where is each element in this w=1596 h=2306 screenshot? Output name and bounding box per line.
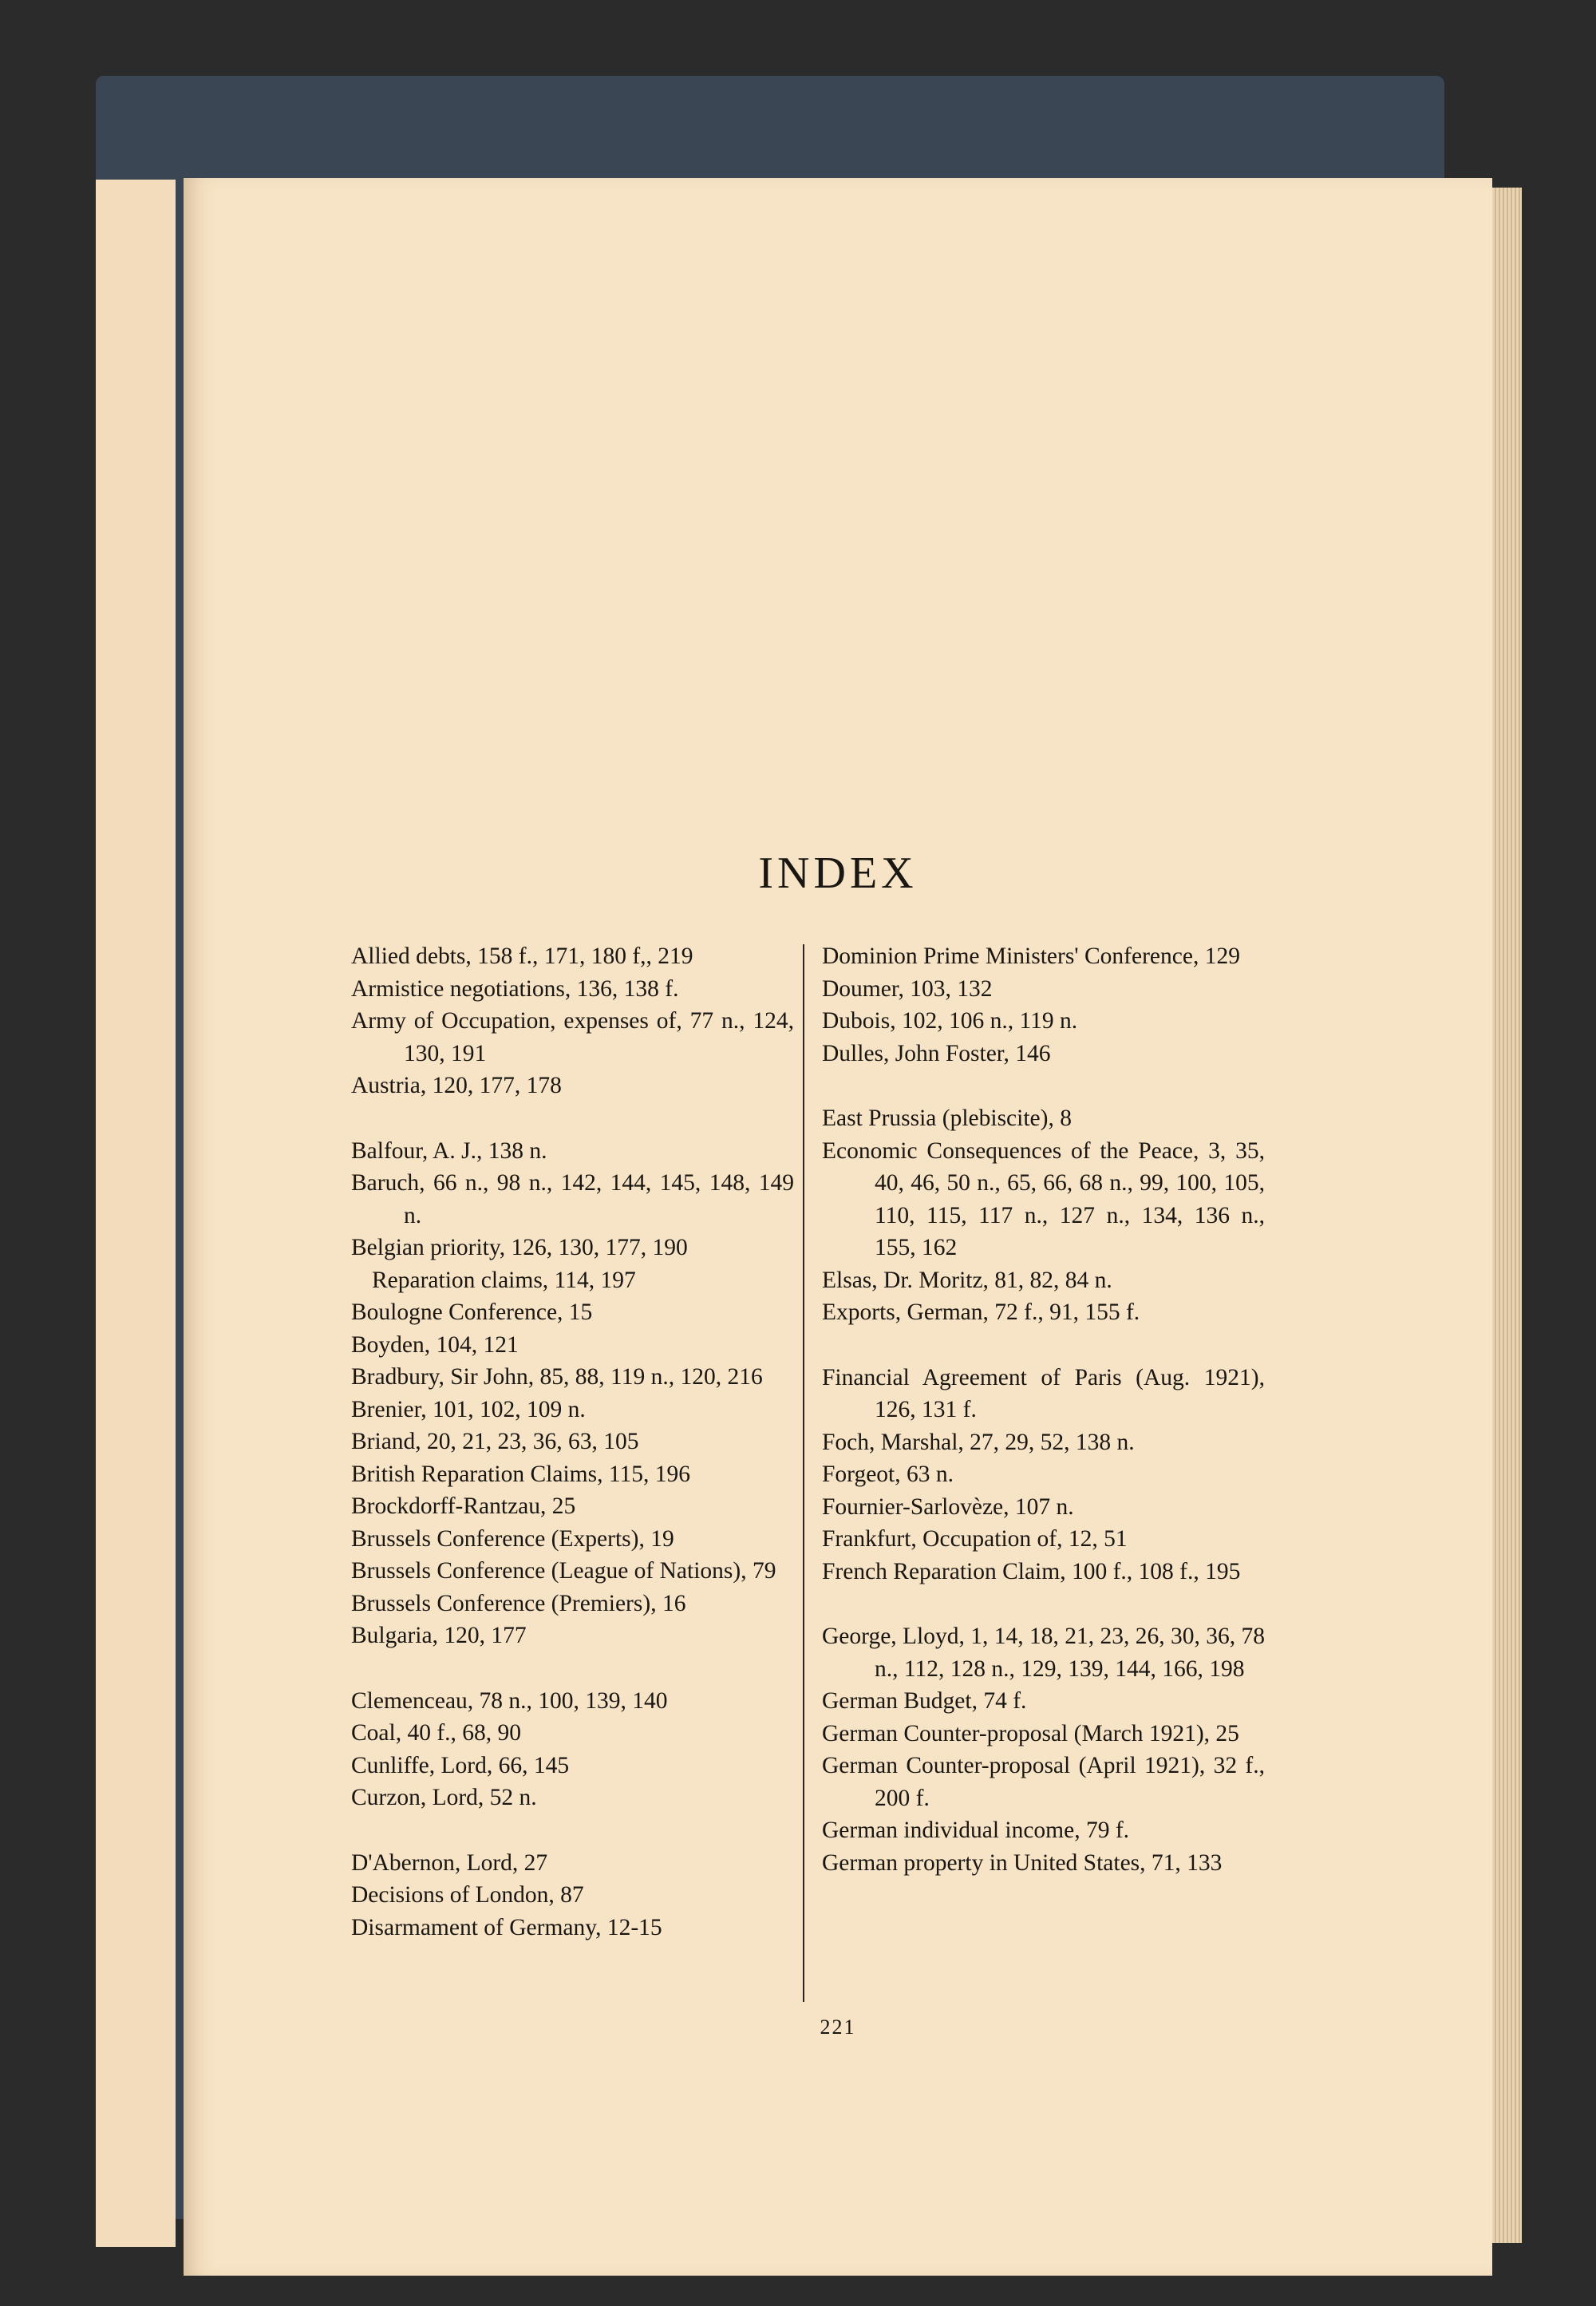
index-entry: German Counter-proposal (April 1921), 32 f., 200 f. [822,1753,1265,1811]
column-divider [803,944,804,2002]
section-gap [822,1329,1265,1362]
book-cover [96,76,1444,2219]
index-subentry: Reparation claims, 114, 197 [372,1267,636,1293]
index-entry: Army of Occupation, expenses of, 77 n., 124, 130, 191 [351,1008,794,1066]
index-entry: Briand, 20, 21, 23, 36, 63, 105 [351,1429,639,1454]
section-gap [822,1588,1265,1620]
index-entry: German Counter-proposal (March 1921), 25 [822,1720,1239,1746]
index-entry: Belgian priority, 126, 130, 177, 190 [351,1235,688,1260]
index-entry: East Prussia (plebiscite), 8 [822,1106,1072,1131]
index-entry: Doumer, 103, 132 [822,975,993,1002]
section-gap [351,1814,794,1847]
index-entry: Austria, 120, 177, 178 [351,1073,562,1098]
index-entry: D'Abernon, Lord, 27 [351,1849,548,1876]
index-entry: Brenier, 101, 102, 109 n. [351,1396,586,1422]
index-column-right [822,940,1265,1879]
index-entry: Brockdorff-Rantzau, 25 [351,1493,576,1519]
index-entry: Economic Consequences of the Peace, 3, 35, 40, 46, 50 n., 65, 66, 68 n., 99, 100, 105, 110, 115, 117 n., 127 n., 134, 136 n., 155, 162 [822,1137,1265,1260]
index-entry: Dulles, John Foster, 146 [822,1040,1051,1066]
index-entry: Brussels Conference (Experts), 19 [351,1525,674,1552]
index-entry: Bradbury, Sir John, 85, 88, 119 n., 120, 216 [351,1364,763,1390]
index-entry: Brussels Conference (Premiers), 16 [351,1590,686,1616]
index-entry: George, Lloyd, 1, 14, 18, 21, 23, 26, 30, 36, 78 n., 112, 128 n., 129, 139, 144, 166, 198 [822,1624,1265,1682]
page-title: INDEX [758,848,918,898]
page-edges [1488,188,1522,2243]
index-entry: Cunliffe, Lord, 66, 145 [351,1752,570,1778]
index-entry: German property in United States, 71, 133 [822,1849,1223,1876]
index-entry: Forgeot, 63 n. [822,1462,954,1487]
page-number: 221 [820,2015,856,2039]
index-entry: Clemenceau, 78 n., 100, 139, 140 [351,1687,668,1714]
index-entry: British Reparation Claims, 115, 196 [351,1461,690,1487]
facing-page-edge [96,180,176,2247]
index-entry: Brussels Conference (League of Nations), 79 [351,1558,776,1584]
index-entry: Boulogne Conference, 15 [351,1299,593,1325]
index-entry: Bulgaria, 120, 177 [351,1623,527,1648]
index-entry: Balfour, A. J., 138 n. [351,1137,547,1164]
index-entry: Decisions of London, 87 [351,1882,584,1908]
section-gap [351,1652,794,1685]
index-entry: Fournier-Sarlovèze, 107 n. [822,1493,1074,1520]
section-gap [822,1070,1265,1102]
index-entry: Exports, German, 72 f., 91, 155 f. [822,1299,1140,1325]
index-entry: Elsas, Dr. Moritz, 81, 82, 84 n. [822,1267,1112,1293]
index-entry: Financial Agreement of Paris (Aug. 1921), 126, 131 f. [822,1364,1265,1422]
index-entry: German individual income, 79 f. [822,1818,1130,1843]
index-entry: Allied debts, 158 f., 171, 180 f,, 219 [351,943,693,969]
index-entry: Dubois, 102, 106 n., 119 n. [822,1008,1078,1034]
index-entry: German Budget, 74 f. [822,1688,1027,1714]
index-entry: Disarmament of Germany, 12-15 [351,1914,662,1940]
index-entry: Boyden, 104, 121 [351,1331,519,1358]
index-entry: Foch, Marshal, 27, 29, 52, 138 n. [822,1429,1135,1455]
section-gap [351,1102,794,1135]
index-entry: Coal, 40 f., 68, 90 [351,1720,522,1746]
index-entry: Dominion Prime Ministers' Conference, 129 [822,943,1240,969]
index-entry: Baruch, 66 n., 98 n., 142, 144, 145, 148, 149 n. [351,1170,794,1228]
index-entry: Frankfurt, Occupation of, 12, 51 [822,1526,1128,1552]
index-entry: Curzon, Lord, 52 n. [351,1785,537,1810]
book-page [184,178,1492,2276]
index-entry: Armistice negotiations, 136, 138 f. [351,975,679,1002]
index-column-left [351,940,794,1944]
index-entry: French Reparation Claim, 100 f., 108 f., 195 [822,1558,1241,1584]
